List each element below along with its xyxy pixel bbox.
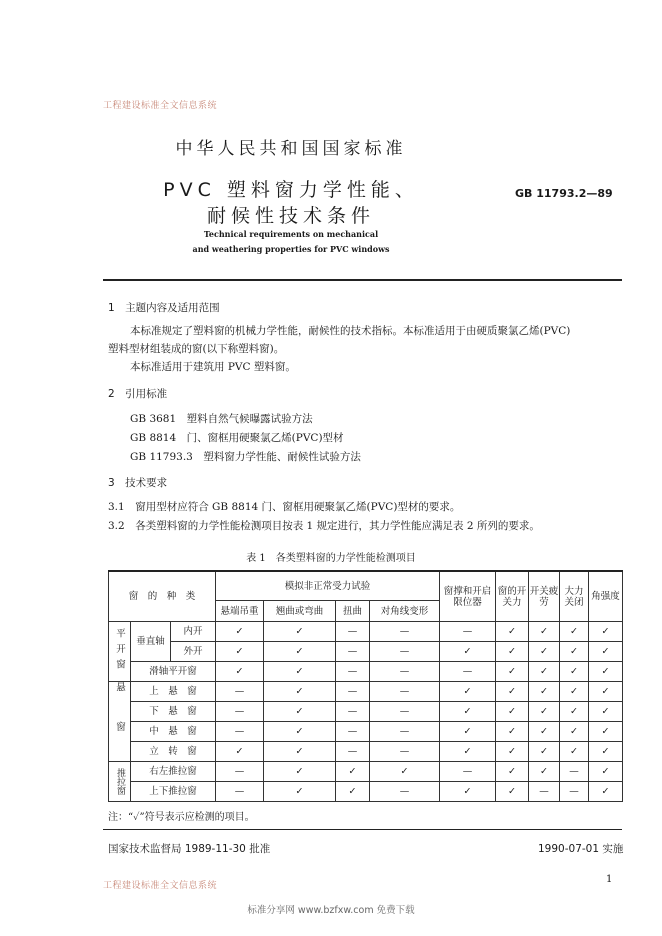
document-title-line1: PVC 塑料窗力学性能、 xyxy=(163,179,419,201)
footer-rule xyxy=(103,829,622,830)
section-2-heading: 2 引用标准 xyxy=(108,388,168,400)
national-standard-title: 中华人民共和国国家标准 xyxy=(175,139,407,159)
table-cell: ✓ xyxy=(336,782,370,802)
table-cell: — xyxy=(370,662,440,682)
table-cell: — xyxy=(336,642,370,662)
table-note: 注：“✓”符号表示应检测的项目。 xyxy=(108,812,255,823)
group-vertical-axis: 垂直轴 xyxy=(131,622,171,662)
table-row xyxy=(109,782,623,802)
table-cell: ✓ xyxy=(496,662,529,682)
header-twisting: 扭曲 xyxy=(336,601,370,622)
table-cell: — xyxy=(560,762,589,782)
table-cell: — xyxy=(336,742,370,762)
table-cell: ✓ xyxy=(370,762,440,782)
table-header-row xyxy=(109,571,623,601)
table-cell: ✓ xyxy=(560,722,589,742)
header-window-type: 窗 的 种 类 xyxy=(109,571,216,622)
table-cell: ✓ xyxy=(589,622,623,642)
table-cell: ✓ xyxy=(560,642,589,662)
table-cell: ✓ xyxy=(529,622,560,642)
table-cell: ✓ xyxy=(589,762,623,782)
table-cell: ✓ xyxy=(216,642,264,662)
table-cell: — xyxy=(370,642,440,662)
table-cell: ✓ xyxy=(589,702,623,722)
english-title-line2: and weathering properties for PVC windows xyxy=(192,244,390,254)
row-label: 滑轴平开窗 xyxy=(131,662,216,682)
group-hung: 悬窗 xyxy=(109,682,131,762)
table-cell: — xyxy=(370,682,440,702)
table-cell: ✓ xyxy=(560,682,589,702)
header-hanging-load: 悬端吊重 xyxy=(216,601,264,622)
document-title-line2: 耐候性技术条件 xyxy=(206,205,375,227)
table-cell: ✓ xyxy=(264,782,336,802)
table-cell: ✓ xyxy=(496,762,529,782)
page-number: 1 xyxy=(606,874,613,885)
section-1-para1-line2: 塑料型材组装成的窗(以下称塑料窗)。 xyxy=(108,343,285,355)
table-cell: ✓ xyxy=(589,782,623,802)
table-cell: — xyxy=(336,702,370,722)
row-label: 立 转 窗 xyxy=(131,742,216,762)
table-cell: ✓ xyxy=(560,622,589,642)
header-rule xyxy=(103,279,622,281)
row-label: 内开 xyxy=(171,622,216,642)
table-cell: — xyxy=(560,782,589,802)
section-3-heading: 3 技术要求 xyxy=(108,477,168,489)
table-cell: — xyxy=(440,622,496,642)
section-1-para2: 本标准适用于建筑用 PVC 塑料窗。 xyxy=(130,361,296,373)
watermark-top: 工程建设标准全文信息系统 xyxy=(103,101,218,111)
table-cell: ✓ xyxy=(440,782,496,802)
table-cell: — xyxy=(370,742,440,762)
table-cell: — xyxy=(216,682,264,702)
table-cell: ✓ xyxy=(529,722,560,742)
table-cell: ✓ xyxy=(264,762,336,782)
table-cell: — xyxy=(440,662,496,682)
table-cell: — xyxy=(216,702,264,722)
implementation-date: 1990-07-01 实施 xyxy=(538,843,624,855)
table-row xyxy=(109,702,623,722)
row-label: 上 悬 窗 xyxy=(131,682,216,702)
section-3-item2: 3.2 各类塑料窗的力学性能检测项目按表 1 规定进行，其力学性能应满足表 2 所列的要求。 xyxy=(108,520,540,532)
section-1-heading: 1 主题内容及适用范围 xyxy=(108,302,220,314)
table-cell: ✓ xyxy=(216,742,264,762)
table-cell: — xyxy=(529,782,560,802)
table-cell: ✓ xyxy=(264,662,336,682)
table-cell: ✓ xyxy=(529,662,560,682)
table-cell: ✓ xyxy=(216,662,264,682)
table-cell: — xyxy=(370,722,440,742)
table-cell: — xyxy=(336,622,370,642)
table-cell: ✓ xyxy=(264,682,336,702)
header-warping: 翘曲或弯曲 xyxy=(264,601,336,622)
header-simulated-test: 模拟非正常受力试验 xyxy=(216,571,440,601)
table-cell: — xyxy=(370,702,440,722)
table-row xyxy=(109,722,623,742)
table-cell: ✓ xyxy=(529,682,560,702)
row-label: 右左推拉窗 xyxy=(131,762,216,782)
table-caption: 表 1 各类塑料窗的力学性能检测项目 xyxy=(246,553,416,564)
inspection-items-table xyxy=(108,570,623,802)
table-cell: ✓ xyxy=(589,682,623,702)
table-cell: ✓ xyxy=(529,762,560,782)
row-label: 中 悬 窗 xyxy=(131,722,216,742)
table-cell: ✓ xyxy=(440,682,496,702)
table-cell: ✓ xyxy=(496,722,529,742)
standard-number: GB 11793.2—89 xyxy=(515,187,613,200)
reference-item: GB 3681 塑料自然气候曝露试验方法 xyxy=(130,413,313,425)
table-cell: ✓ xyxy=(440,742,496,762)
table-cell: ✓ xyxy=(529,642,560,662)
site-footer: 标准分享网 www.bzfxw.com 免费下载 xyxy=(247,905,415,916)
row-label: 外开 xyxy=(171,642,216,662)
watermark-bottom: 工程建设标准全文信息系统 xyxy=(103,881,218,891)
header-limiter: 窗撑和开启限位器 xyxy=(440,571,496,622)
header-corner-strength: 角强度 xyxy=(589,571,623,622)
table-cell: ✓ xyxy=(496,642,529,662)
table-cell: — xyxy=(216,782,264,802)
table-cell: — xyxy=(336,722,370,742)
table-cell: ✓ xyxy=(529,742,560,762)
table-cell: ✓ xyxy=(560,742,589,762)
row-label: 下 悬 窗 xyxy=(131,702,216,722)
header-diagonal: 对角线变形 xyxy=(370,601,440,622)
table-cell: ✓ xyxy=(440,642,496,662)
approval-date: 国家技术监督局 1989-11-30 批准 xyxy=(108,843,271,855)
table-cell: ✓ xyxy=(440,702,496,722)
header-fatigue: 开关疲劳 xyxy=(529,571,560,622)
table-cell: ✓ xyxy=(529,702,560,722)
table-cell: ✓ xyxy=(496,782,529,802)
group-sliding: 推拉窗 xyxy=(109,762,131,802)
table-cell: ✓ xyxy=(589,642,623,662)
table-cell: — xyxy=(336,682,370,702)
table-cell: ✓ xyxy=(589,722,623,742)
table-cell: — xyxy=(336,662,370,682)
table-cell: — xyxy=(216,722,264,742)
table-cell: ✓ xyxy=(440,722,496,742)
table-row xyxy=(109,682,623,702)
header-force-close: 大力关闭 xyxy=(560,571,589,622)
reference-item: GB 11793.3 塑料窗力学性能、耐候性试验方法 xyxy=(130,451,361,463)
table-cell: ✓ xyxy=(264,622,336,642)
table-cell: ✓ xyxy=(216,622,264,642)
section-3-item1: 3.1 窗用型材应符合 GB 8814 门、窗框用硬聚氯乙烯(PVC)型材的要求。 xyxy=(108,501,461,513)
english-title-line1: Technical requirements on mechanical xyxy=(203,229,379,239)
table-row xyxy=(109,662,623,682)
table-row xyxy=(109,742,623,762)
table-cell: — xyxy=(370,622,440,642)
table-cell: ✓ xyxy=(589,662,623,682)
reference-item: GB 8814 门、窗框用硬聚氯乙烯(PVC)型材 xyxy=(130,432,344,444)
table-cell: ✓ xyxy=(560,702,589,722)
group-casement: 平开窗 xyxy=(109,622,131,682)
table-cell: — xyxy=(216,762,264,782)
table-cell: ✓ xyxy=(496,742,529,762)
table-cell: ✓ xyxy=(560,662,589,682)
row-label: 上下推拉窗 xyxy=(131,782,216,802)
header-open-force: 窗的开关力 xyxy=(496,571,529,622)
table-cell: — xyxy=(370,782,440,802)
table-cell: ✓ xyxy=(264,702,336,722)
table-row xyxy=(109,762,623,782)
table-cell: ✓ xyxy=(589,742,623,762)
table-cell: ✓ xyxy=(336,762,370,782)
table-row xyxy=(109,642,623,662)
table-cell: ✓ xyxy=(496,682,529,702)
table-cell: — xyxy=(440,762,496,782)
table-cell: ✓ xyxy=(264,742,336,762)
table-cell: ✓ xyxy=(496,702,529,722)
table-cell: ✓ xyxy=(264,722,336,742)
table-cell: ✓ xyxy=(496,622,529,642)
table-row xyxy=(109,622,623,642)
section-1-para1-line1: 本标准规定了塑料窗的机械力学性能，耐候性的技术指标。本标准适用于由硬质聚氯乙烯(PVC) xyxy=(130,325,571,337)
table-cell: ✓ xyxy=(264,642,336,662)
